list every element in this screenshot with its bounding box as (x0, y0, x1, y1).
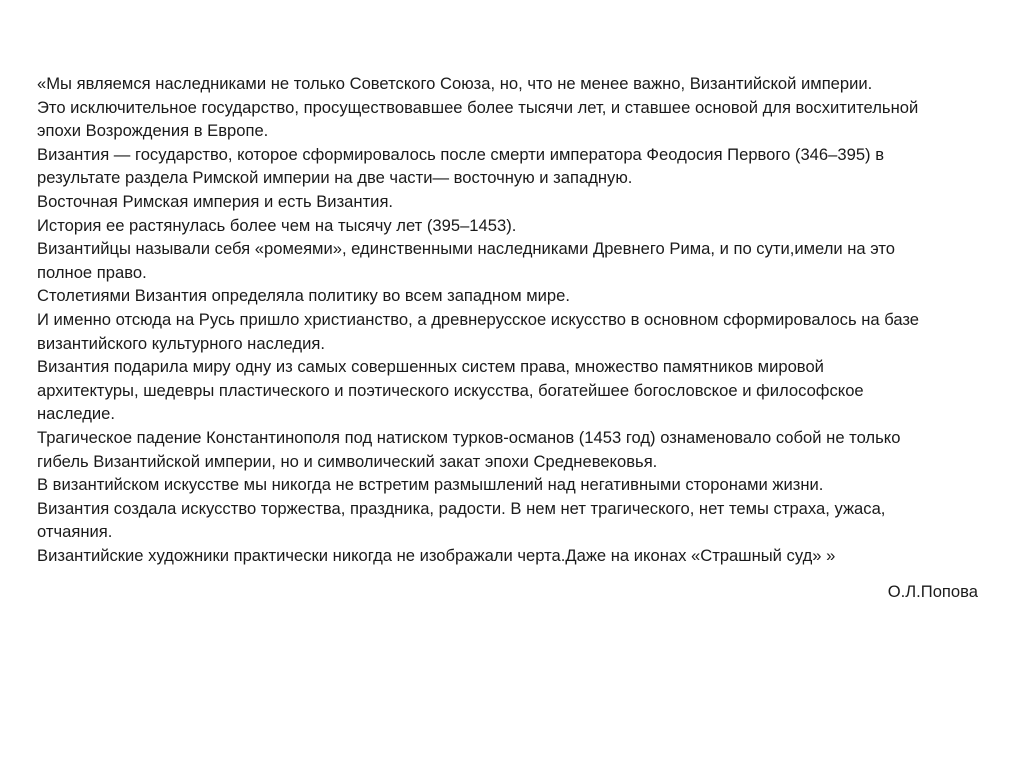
quote-text (37, 72, 1002, 567)
quote-line: И именно отсюда на Русь пришло христианство, а древнерусское искусство в основном сформировалось на базе (37, 309, 920, 329)
quote-line: Это исключительное государство, просуществовавшее более тысячи лет, и ставшее основой для восхитительной (37, 97, 919, 117)
quote-line: В византийском искусстве мы никогда не встретим размышлений над негативными сторонами жизни. (37, 475, 824, 495)
quote-line: гибель Византийской империи, но и символический закат эпохи Средневековья. (37, 451, 658, 471)
quote-line: полное право. (37, 262, 147, 282)
quote-line: История ее растянулась более чем на тысячу лет (395–1453). (37, 215, 517, 235)
quote-line: Византия создала искусство торжества, праздника, радости. В нем нет трагического, нет темы страха, ужаса, (37, 498, 886, 518)
quote-line: архитектуры, шедевры пластического и поэтического искусства, богатейшее богословское и философское (37, 380, 864, 400)
quote-line: Византия — государство, которое сформировалось после смерти императора Феодосия Первого (346–395) в (37, 144, 885, 164)
quote-line: эпохи Возрождения в Европе. (37, 121, 269, 141)
quote-line: результате раздела Римской империи на две части— восточную и западную. (37, 168, 633, 188)
quote-line: Византийцы называли себя «ромеями», единственными наследниками Древнего Рима, и по сути,имели на это (37, 239, 896, 259)
quote-line: «Мы являемся наследниками не только Советского Союза, но, что не менее важно, Византийской империи. (37, 74, 873, 93)
quote-line: Византия подарила миру одну из самых совершенных систем права, множество памятников мировой (37, 357, 824, 377)
quote-line: Столетиями Византия определяла политику во всем западном мире. (37, 286, 570, 306)
quote-line: византийского культурного наследия. (37, 333, 325, 353)
quote-line: Византийские художники практически никогда не изображали черта.Даже на иконах «Страшный суд» » (37, 545, 836, 565)
quote-line: наследие. (37, 404, 116, 424)
quote-line: Трагическое падение Константинополя под натиском турков-османов (1453 год) ознаменовало собой не только (37, 427, 901, 447)
quote-line: Восточная Римская империя и есть Византия. (37, 191, 394, 211)
quote-line: отчаяния. (37, 522, 113, 542)
quote-author: О.Л.Попова (887, 582, 978, 601)
